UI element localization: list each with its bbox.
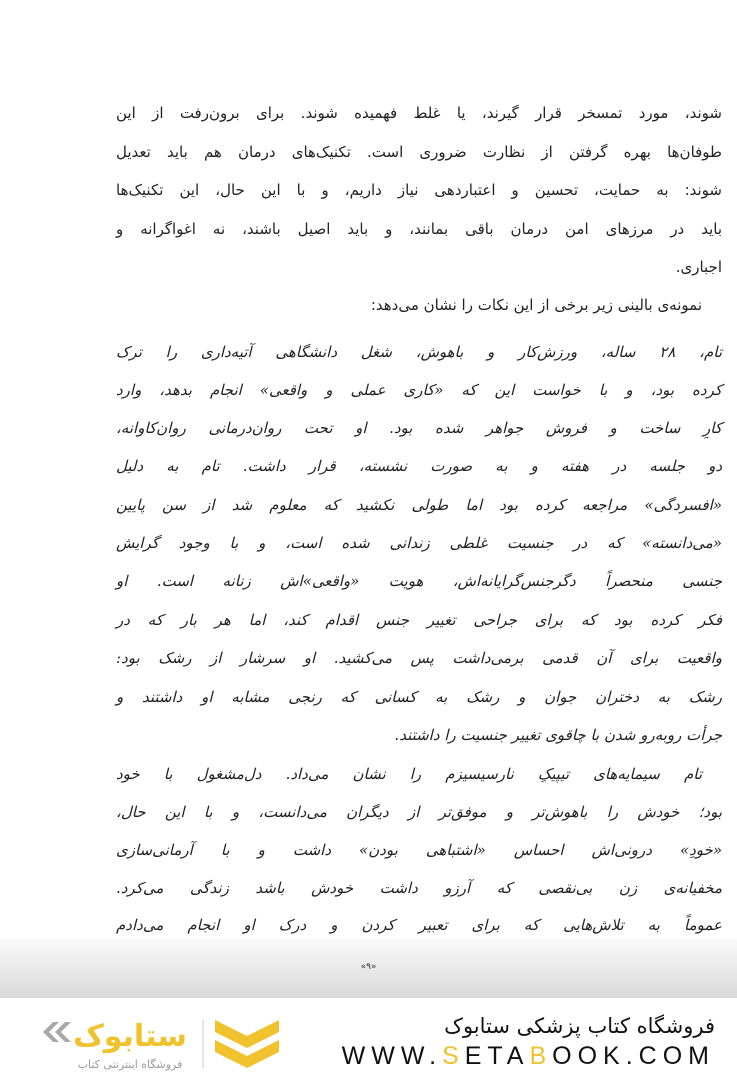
- url-part-accent: S: [442, 1042, 465, 1070]
- case-line: دو جلسه در هفته و به صورت نشسته، قرار داشت. تام به دلیل: [116, 457, 722, 475]
- case-line: واقعیت برای آن قدمی برمی‌داشت پس می‌کشید. او سرشار از رشک بود:: [116, 649, 722, 667]
- text-line: شوند: به حمایت، تحسین و اعتباردهی نیاز داریم، و با این حال، این تکنیک‌ها: [116, 181, 722, 199]
- url-part: OOK.COM: [552, 1042, 715, 1070]
- text-line: باید در مرزهای امن درمان باقی بمانند، و باید اصیل باشند، نه اغواگرانه و: [116, 220, 722, 238]
- url-part: WWW.: [341, 1042, 443, 1070]
- case-line: مخفیانه‌ی زن بی‌نقصی که آرزو داشت خودش باشد زندگی می‌کرد.: [116, 879, 722, 897]
- case-line: کارِ ساخت و فروش جواهر شده بود. او تحت روان‌درمانی روان‌کاوانه،: [116, 419, 722, 437]
- case-line: جنسی منحصراً دگرجنس‌گرایانه‌اش، هویت «واقعی»اش زنانه است. او: [116, 572, 722, 590]
- page-number: «۹»: [360, 962, 377, 972]
- shop-url[interactable]: [342, 1042, 715, 1071]
- text-line: شوند، مورد تمسخر قرار گیرند، یا غلط فهمیده شوند. برای برون‌رفت از این: [116, 104, 722, 122]
- case-line: «می‌دانسته» که در جنسیت غلطی زندانی شده است، و با وجود گرایش: [116, 534, 722, 552]
- footer-banner: [0, 998, 737, 1080]
- case-line: عموماً به تلاش‌هایی که برای تعبیر کردن و درک او انجام می‌دادم: [116, 916, 722, 934]
- logo-subtitle: فروشگاه اینترنتی کتاب: [77, 1058, 183, 1071]
- case-line: رشک به دختران جوان و رشک به کسانی که رنجی مشابه او داشتند و: [116, 688, 722, 706]
- case-line: بود؛ خودش را باهوش‌تر و موفق‌تر از دیگران می‌دانست، و با این حال،: [116, 803, 722, 821]
- logo-wordmark: ستابوک: [73, 1019, 187, 1054]
- case-line: کرده بود، و با خواست این که «کاری عملی و واقعی» انجام بدهد، وارد: [116, 381, 722, 399]
- case-line: تام سیمایه‌های تیپیکِ نارسیسیزم را نشان می‌داد. دل‌مشغول با خود: [116, 765, 702, 783]
- setabook-logo: [35, 1010, 285, 1074]
- shop-name: فروشگاه کتاب پزشکی ستابوک: [444, 1014, 715, 1038]
- url-part-accent: B: [529, 1042, 553, 1070]
- url-part: ETA: [464, 1042, 530, 1070]
- case-line: فکر کرده بود که برای جراحی تغییر جنس اقدام کند، اما هر بار که در: [116, 611, 722, 629]
- text-line: نمونه‌ی بالینی زیر برخی از این نکات را نشان می‌دهد:: [370, 296, 702, 314]
- text-line: طوفان‌ها بهره گرفتن از نظارت ضروری است. تکنیک‌های درمان هم باید تعدیل: [116, 143, 722, 161]
- case-line: جرأت روبه‌رو شدن با چاقوی تغییر جنسیت را داشتند.: [394, 726, 722, 744]
- case-line: «افسردگی» مراجعه کرده بود اما طولی نکشید که معلوم شد از سن پایین: [116, 496, 722, 514]
- case-line: «خودِ» درونی‌اش احساس «اشتباهی بودن» داشت و با آرمانی‌سازی: [116, 841, 722, 859]
- text-line: اجباری.: [675, 258, 722, 276]
- case-line: تام، ۲۸ ساله، ورزش‌کار و باهوش، شغل دانشگاهی آتیه‌داری را ترک: [116, 343, 722, 361]
